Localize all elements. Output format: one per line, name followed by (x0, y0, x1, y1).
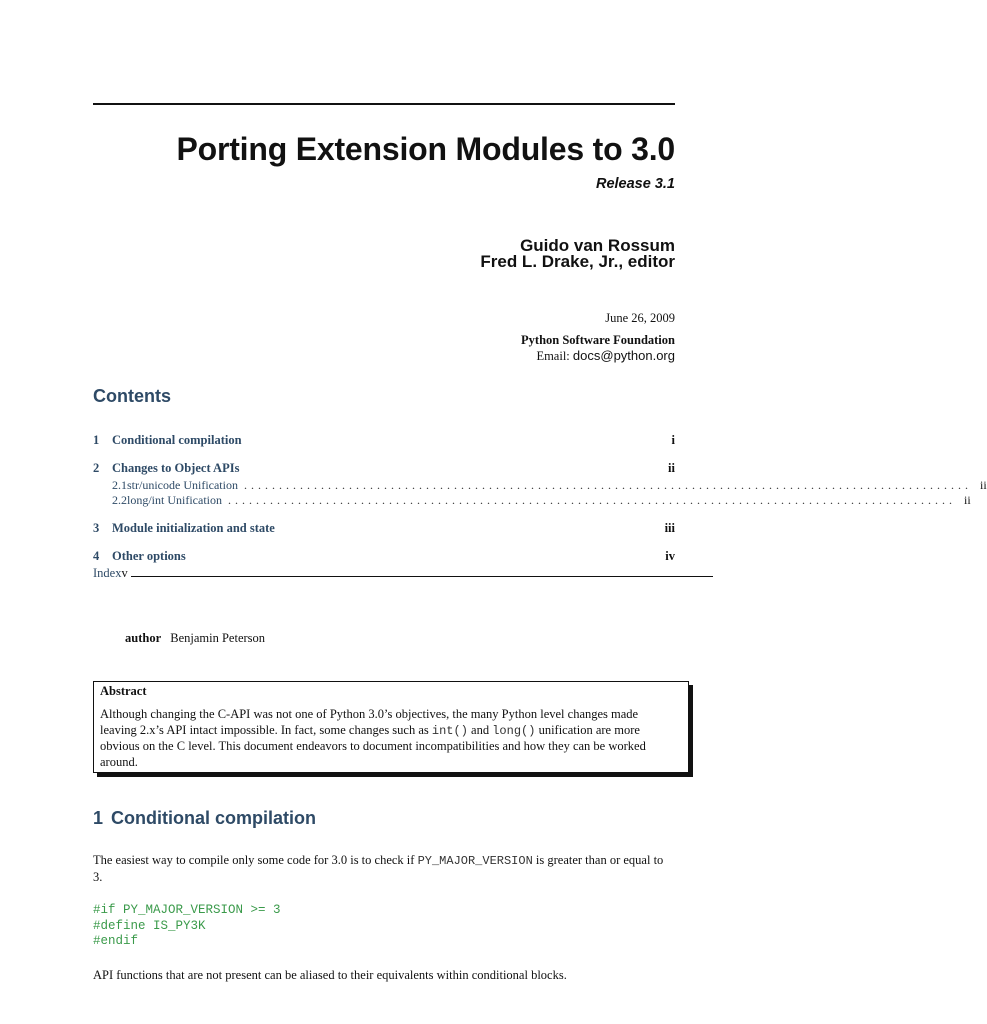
toc-page: iii (664, 521, 675, 535)
toc-leader-dots: ........................................................................................................ (228, 493, 956, 507)
toc-leader-dots: ........................................................................................................ (243, 478, 972, 492)
author-field-key: author (125, 631, 162, 645)
toc-link[interactable]: long/int Unification (127, 493, 222, 507)
toc-number: 1 (93, 433, 100, 447)
publication-date: June 26, 2009 (605, 311, 675, 325)
toc-number: 2.2 (112, 493, 127, 507)
code-line: #define IS_PY3K (93, 918, 206, 933)
inline-code: PY_MAJOR_VERSION (417, 854, 533, 868)
author-primary: Guido van Rossum (520, 236, 675, 255)
toc-page: ii (979, 478, 987, 492)
toc-page: i (671, 433, 675, 447)
section-number: 1 (93, 808, 104, 828)
section-title: Conditional compilation (111, 808, 317, 828)
inline-code: long() (492, 723, 536, 738)
toc-link[interactable]: Other options (112, 549, 186, 563)
toc-page: iv (665, 549, 675, 563)
toc-link[interactable]: Changes to Object APIs (112, 461, 240, 475)
index-rule (131, 576, 713, 577)
section-heading (93, 808, 316, 829)
toc-number: 4 (93, 549, 100, 563)
abstract-text: Although changing the C-API was not one of Python 3.0’s objectives, the many Python level changes made leaving 2.x’s API intact impossible. In fact, some changes such as int() and long() unification are more obvious on the C level. This document endeavors to document incompatibilities and how they can be worked around. (100, 707, 646, 769)
toc-index-page: v (121, 566, 128, 580)
toc-page: ii (668, 461, 675, 475)
email-address[interactable]: docs@python.org (572, 348, 675, 363)
release-label: Release 3.1 (595, 176, 675, 192)
email-line (536, 348, 675, 364)
code-line: #if PY_MAJOR_VERSION >= 3 (93, 903, 281, 917)
toc-link[interactable]: Conditional compilation (112, 433, 242, 447)
toc-entry[interactable] (93, 461, 675, 476)
toc-subentry[interactable] (93, 493, 971, 508)
toc-number: 2.1 (112, 478, 127, 492)
paragraph: API functions that are not present can be aliased to their equivalents within conditional blocks. (93, 968, 567, 982)
email-label: Email: (536, 349, 570, 363)
toc-link[interactable]: Module initialization and state (112, 521, 275, 535)
author-field-value: Benjamin Peterson (170, 631, 266, 645)
toc-entry[interactable] (93, 521, 675, 536)
author-field (125, 631, 265, 646)
toc-number: 3 (93, 521, 100, 535)
contents-heading: Contents (93, 386, 171, 406)
organization: Python Software Foundation (521, 333, 675, 347)
toc-page: ii (964, 493, 971, 507)
code-block (93, 903, 281, 950)
paragraph: The easiest way to compile only some code for 3.0 is to check if PY_MAJOR_VERSION is greater than or equal to 3. (93, 853, 664, 884)
inline-code: int() (431, 723, 468, 738)
code-line: #endif (93, 934, 139, 948)
toc-index-entry[interactable] (93, 566, 128, 581)
toc-subentry[interactable] (93, 478, 987, 493)
author-editor: Fred L. Drake, Jr., editor (480, 252, 675, 271)
toc-link[interactable]: str/unicode Unification (127, 478, 238, 492)
toc-entry[interactable] (93, 549, 675, 564)
toc-index-link[interactable]: Index (93, 566, 122, 580)
title-rule (93, 103, 675, 105)
abstract-title: Abstract (100, 684, 147, 698)
toc-number: 2 (93, 461, 100, 475)
toc-entry[interactable] (93, 433, 675, 448)
document-title: Porting Extension Modules to 3.0 (176, 131, 675, 167)
